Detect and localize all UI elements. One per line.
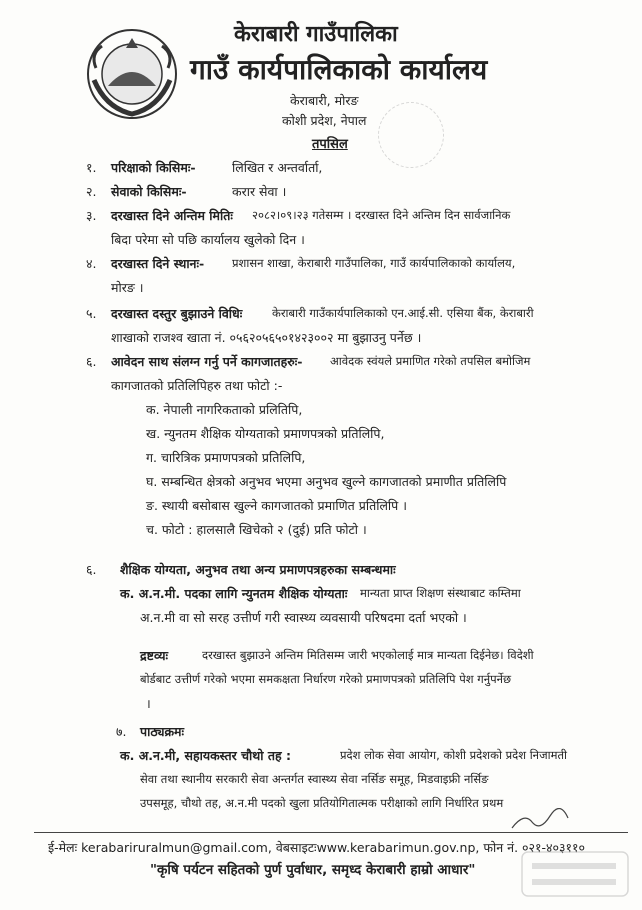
qualification-heading: शैक्षिक योग्यता, अनुभव तथा अन्य प्रमाणपत्रहरुका सम्बन्धमाः	[120, 562, 396, 577]
syllabus-heading: पाठ्यक्रमः	[140, 724, 185, 739]
item-text-cont: मोरङ ।	[111, 280, 144, 295]
syllabus-text: प्रदेश लोक सेवा आयोग, कोशी प्रदेशको प्रदेश निजामती	[340, 748, 567, 762]
nepal-emblem-logo	[86, 28, 178, 120]
item-number: ४.	[86, 256, 97, 271]
document-item: ङ. स्थायी बसोबास खुल्ने कागजातको प्रमाणित प्रतिलिपि ।	[146, 498, 407, 513]
office-name-line1: केराबारी गाउँपालिका	[234, 22, 398, 47]
qualification-label: क. अ.न.मी. पदका लागि न्युनतम शैक्षिक योग्यताः	[120, 586, 348, 601]
item-text-cont: बिदा परेमा सो पछि कार्यालय खुलेको दिन ।	[111, 232, 305, 247]
item-text: केराबारी गाउँकार्यपालिकाको एन.आई.सी. एसिया बैंक, केराबारी	[272, 306, 534, 320]
item-label: परिक्षाको किसिमः-	[111, 160, 196, 175]
email-address: kerabariruralmun@gmail.com,	[81, 840, 272, 855]
item-text: करार सेवा ।	[232, 184, 287, 199]
qualification-text: मान्यता प्राप्त शिक्षण संस्थाबाट कम्तिमा	[360, 586, 521, 600]
syllabus-text-cont: उपसमूह, चौथो तह, अ.न.मी पदको खुला प्रतियोगितात्मक परीक्षाको लागि निर्धारित प्रथम	[140, 796, 504, 810]
item-label: सेवाको किसिमः-	[111, 184, 187, 199]
footer-divider	[34, 832, 628, 833]
document-item: घ. सम्बन्धित क्षेत्रको अनुभव भएमा अनुभव खुल्ने कागजातको प्रमाणीत प्रतिलिपि	[146, 474, 507, 489]
document-item: क. नेपाली नागरिकताको प्रलितिपि,	[146, 402, 303, 417]
website-url: www.kerabarimun.gov.np,	[316, 840, 480, 855]
section-title: तपसिल	[312, 137, 348, 152]
office-name-line2: गाउँ कार्यपालिकाको कार्यालय	[190, 53, 488, 86]
item-label: दरखास्त दिने स्थानः-	[111, 256, 205, 271]
signature-scribble	[510, 808, 570, 832]
note-line1: दरखास्त बुझाउने अन्तिम मितिसम्म जारी भएकोलाई मात्र मान्यता दिईनेछ। विदेशी	[202, 648, 534, 662]
item-number: ३.	[86, 208, 97, 223]
item-text: प्रशासन शाखा, केराबारी गाउँपालिका, गाउँ कार्यपालिकाको कार्यालय,	[232, 256, 516, 270]
official-seal	[520, 848, 632, 900]
item-number: ५.	[86, 306, 97, 321]
item-label: आवेदन साथ संलग्न गर्नु पर्ने कागजातहरुः-	[111, 354, 303, 369]
syllabus-text-cont: सेवा तथा स्थानीय सरकारी सेवा अन्तर्गत स्वास्थ्य सेवा नर्सिङ समूह, मिडवाइफ्री नर्सिङ	[140, 772, 489, 786]
address-line2: कोशी प्रदेश, नेपाल	[282, 113, 367, 128]
item-number: २.	[86, 184, 97, 199]
note-line3: ।	[146, 696, 151, 711]
slogan: "कृषि पर्यटन सहितको पुर्ण पुर्वाधार, समृध्द केराबारी हाम्रो आधार"	[150, 862, 476, 878]
item-text: आवेदक स्वंयले प्रमाणित गरेको तपसिल बमोजिम	[330, 354, 531, 368]
item-number: १.	[86, 160, 97, 175]
note-label: द्रष्टव्यः	[140, 648, 168, 663]
note-line2: बोर्डबाट उत्तीर्ण गरेको भएमा समकक्षता निर्धारण गरेको प्रमाणपत्रको प्रतिलिपि पेश गर्नुपर्नेछ	[140, 672, 512, 686]
email-label: ई-मेलः	[48, 840, 78, 855]
item-text-cont: कागजातको प्रतिलिपिहरु तथा फोटो :-	[111, 378, 283, 393]
office-stamp	[378, 102, 444, 168]
syllabus-number: ७.	[116, 724, 127, 739]
qualification-number: ६.	[86, 562, 97, 577]
phone-label: फोन नं.	[483, 840, 519, 855]
item-label: दरखास्त दस्तुर बुझाउने विधिः	[111, 306, 243, 321]
item-text: लिखित र अन्तर्वार्ता,	[232, 160, 323, 175]
item-number: ६.	[86, 354, 97, 369]
item-text-cont: शाखाको राजश्व खाता नं. ०५६२०५६५०१४२३००२ मा बुझाउनु पर्नेछ ।	[111, 330, 422, 345]
website-label: वेबसाइटः	[275, 840, 317, 855]
document-item: ग. चारित्रिक प्रमाणपत्रको प्रतिलिपि,	[146, 450, 306, 465]
qualification-text-cont: अ.न.मी वा सो सरह उत्तीर्ण गरी स्वास्थ्य व्यवसायी परिषदमा दर्ता भएको ।	[140, 610, 467, 625]
item-text: २०८२।०९।२३ गतेसम्म । दरखास्त दिने अन्तिम दिन सार्वजानिक	[252, 208, 511, 222]
phone-number: ०२१-४०३११०	[522, 840, 586, 855]
address-line1: केराबारी, मोरङ	[290, 93, 359, 108]
syllabus-label: क. अ.न.मी, सहायकस्तर चौथो तह :	[120, 748, 291, 763]
document-item: च. फोटो : हालसालै खिचेको २ (दुई) प्रति फोटो ।	[146, 522, 367, 537]
document-item: ख. न्युनतम शैक्षिक योग्यताको प्रमाणपत्रको प्रतिलिपि,	[146, 426, 385, 441]
footer-contact-line	[48, 839, 585, 856]
item-label: दरखास्त दिने अन्तिम मितिः	[111, 208, 233, 223]
